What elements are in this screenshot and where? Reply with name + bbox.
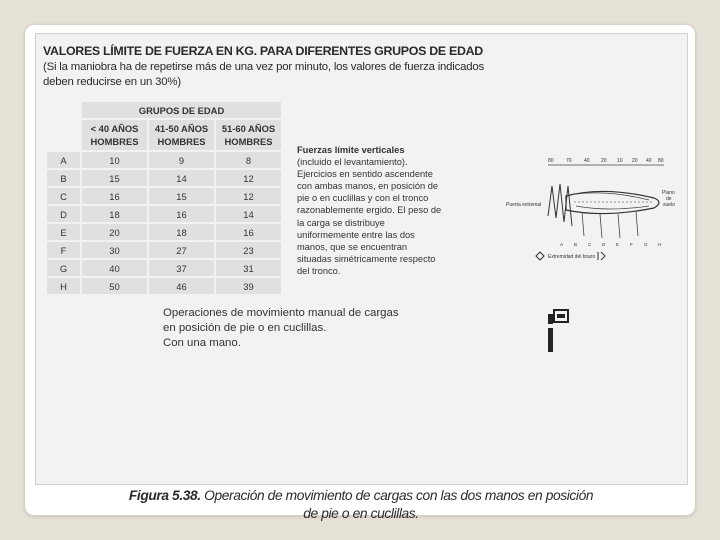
table-cell: 12 (216, 188, 281, 204)
zone-letter: B (574, 242, 578, 247)
vertical-forces-line: con ambas manos, en posición de (297, 181, 439, 192)
table-row (47, 224, 281, 240)
zone-letter: F (630, 242, 633, 247)
vertical-forces-line: razonablemente ergido. El peso de (297, 205, 442, 216)
zone-letter: D (602, 242, 606, 247)
row-label: F (47, 242, 80, 258)
row-label: B (47, 170, 80, 186)
scale-tick-label: 40 (646, 158, 652, 164)
column-header-sex: HOMBRES (90, 136, 139, 147)
table-cell: 30 (82, 242, 147, 258)
column-header-age: 51-60 AÑOS (221, 123, 276, 134)
right-label: Plano (662, 190, 675, 196)
zone-letter: C (588, 242, 592, 247)
page-title: VALORES LÍMITE DE FUERZA EN KG. PARA DIFERENTES GRUPOS DE EDAD (43, 44, 483, 58)
table-cell: 12 (216, 170, 281, 186)
diamond-marker-icon (536, 252, 544, 260)
table-cell: 10 (82, 152, 147, 168)
row-label: C (47, 188, 80, 204)
one-hand-lift-icon (544, 306, 574, 356)
table-cell: 9 (149, 152, 214, 168)
table-cell: 15 (82, 170, 147, 186)
vertical-forces-line: uniformemente entre las dos (297, 229, 415, 240)
vertical-forces-line: manos, que se encuentran (297, 241, 408, 252)
left-label: Puerta extremal (506, 202, 542, 208)
column-header-sex: HOMBRES (224, 136, 273, 147)
reach-zone-shape (566, 191, 659, 213)
table-cell: 16 (149, 206, 214, 222)
manual-line: Operaciones de movimiento manual de cargas (163, 307, 399, 319)
scale-tick-label: 80 (658, 158, 664, 164)
person-head-shape (548, 314, 553, 324)
reach-zone-diagram (504, 156, 684, 266)
figure-caption (49, 487, 673, 523)
row-label: A (47, 152, 80, 168)
manual-line: en posición de pie o en cuclillas. (163, 321, 327, 334)
vertical-forces-line: situadas simétricamente respecto (297, 253, 436, 264)
body-outline-shape (548, 184, 572, 226)
vertical-forces-line: la carga se distribuye (297, 217, 385, 228)
scale-tick-label: 20 (632, 158, 638, 164)
table-cell: 18 (82, 206, 147, 222)
page-subtitle: (Si la maniobra ha de repetirse más de una vez por minuto, los valores de fuerza indicados deben reducirse en un 30%) (43, 61, 485, 88)
table-row (47, 152, 281, 168)
column-header-age: 41-50 AÑOS (154, 123, 209, 134)
scale-ticks (548, 158, 664, 164)
row-label: H (47, 278, 80, 294)
caption-text: Operación de movimiento de cargas con las dos manos en posición (200, 488, 594, 503)
table-cell: 46 (149, 278, 214, 294)
table-row (47, 188, 281, 204)
column-header-age: < 40 AÑOS (90, 123, 139, 134)
zone-letter: E (616, 242, 620, 247)
vertical-forces-line: (incluido el levantamiento). (297, 157, 408, 168)
table-row (47, 260, 281, 276)
table-cell: 40 (82, 260, 147, 276)
table-group-header: GRUPOS DE EDAD (82, 102, 281, 118)
scale-tick-label: 40 (584, 158, 590, 164)
table-group-row (47, 102, 281, 118)
manual-handling-text (163, 306, 463, 350)
table-corner (47, 102, 80, 118)
load-hand-shape (557, 314, 565, 318)
arrow-marker-icon (598, 252, 605, 260)
table-cell: 27 (149, 242, 214, 258)
person-body-shape (548, 328, 553, 352)
leg-outline-shape (582, 212, 638, 238)
table-cell: 23 (216, 242, 281, 258)
table-cell: 14 (216, 206, 281, 222)
force-limit-table (45, 100, 283, 296)
vertical-forces-line: Ejercicios en sentido ascendente (297, 169, 433, 180)
vertical-forces-line: pie o en cuclillas y con el tronco (297, 193, 429, 204)
vertical-forces-line: del tronco. (297, 265, 341, 276)
figure-number: Figura 5.38. (128, 488, 201, 503)
table-row (47, 278, 281, 294)
bottom-letters (560, 242, 661, 247)
table-cell: 16 (216, 224, 281, 240)
scanned-page (35, 33, 688, 485)
caption-line: de pie o en cuclillas. (303, 506, 419, 521)
vertical-forces-heading: Fuerzas límite verticales (297, 145, 405, 155)
table-cell: 15 (149, 188, 214, 204)
zone-letter: H (658, 242, 662, 247)
table-cell: 20 (82, 224, 147, 240)
column-header-sex: HOMBRES (157, 136, 206, 147)
scale-tick-label: 20 (601, 158, 607, 164)
row-label: D (47, 206, 80, 222)
table-cell: 31 (216, 260, 281, 276)
zone-letter: A (560, 242, 564, 247)
table-header-row (47, 120, 281, 150)
row-label: E (47, 224, 80, 240)
caption-line (49, 487, 673, 505)
column-header (82, 120, 147, 150)
table-corner (47, 120, 80, 150)
table-row (47, 170, 281, 186)
table-cell: 16 (82, 188, 147, 204)
table-cell: 8 (216, 152, 281, 168)
slide-card (24, 24, 696, 521)
vertical-forces-text (297, 144, 475, 277)
column-header (216, 120, 281, 150)
table-cell: 14 (149, 170, 214, 186)
right-label: suelo (663, 202, 675, 208)
scale-tick-label: 80 (548, 158, 554, 164)
bottom-label: Extremidad del brazo (548, 254, 596, 260)
table-cell: 39 (216, 278, 281, 294)
column-header (149, 120, 214, 150)
table-cell: 37 (149, 260, 214, 276)
zone-letter: G (644, 242, 648, 247)
table-row (47, 206, 281, 222)
row-label: G (47, 260, 80, 276)
scale-tick-label: 70 (566, 158, 572, 164)
manual-line: Con una mano. (163, 336, 241, 349)
right-label: de (666, 196, 672, 202)
table-cell: 50 (82, 278, 147, 294)
table-row (47, 242, 281, 258)
scale-tick-label: 10 (617, 158, 623, 164)
table-cell: 18 (149, 224, 214, 240)
